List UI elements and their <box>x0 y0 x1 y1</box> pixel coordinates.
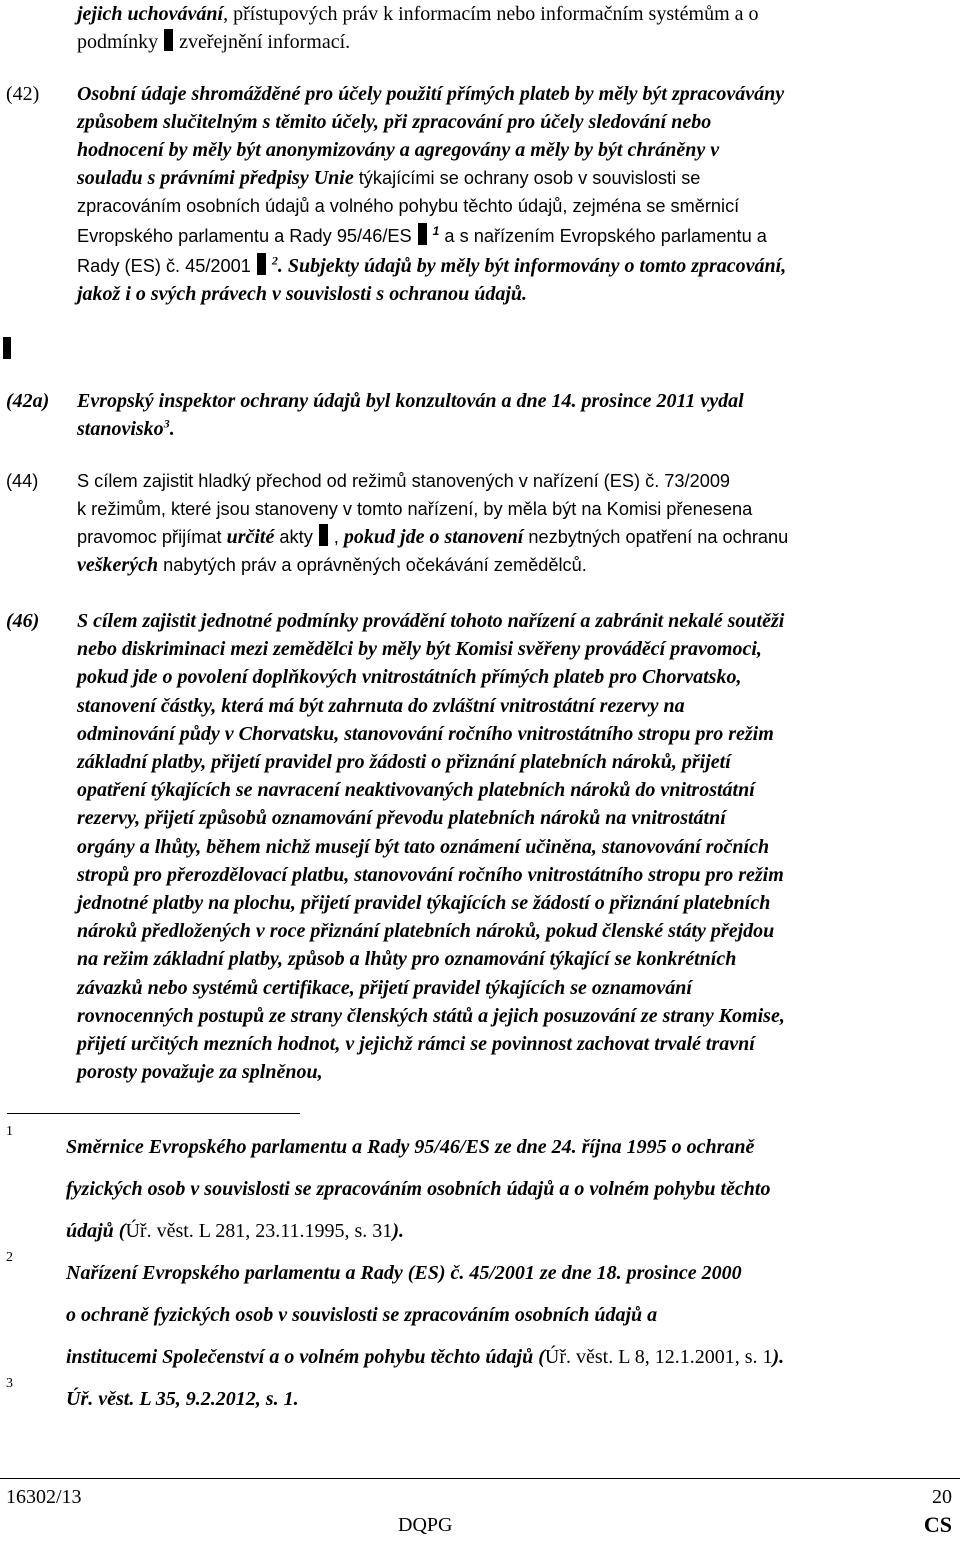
recital-line <box>77 387 957 415</box>
italic-bold-run: základní platby, přijetí pravidel pro žádosti o přiznání platebních nároků, přijetí <box>77 751 731 773</box>
recital-line <box>77 720 957 748</box>
recital-line <box>77 252 957 280</box>
plain-run: podmínky <box>77 31 159 53</box>
footnote-separator <box>7 1113 300 1114</box>
plain-run: akty <box>274 527 313 547</box>
recital-line <box>77 663 957 691</box>
plain-run: , <box>333 527 344 547</box>
italic-bold-run: souladu s právními předpisy Unie <box>77 167 354 189</box>
italic-bold-run: rovnocenných postupů ze strany členských států a jejich posuzování ze strany Komise, <box>77 1004 785 1027</box>
footer-separator <box>0 1478 960 1479</box>
recital-line <box>77 833 957 861</box>
language-code: CS <box>923 1512 952 1537</box>
footnote-number: 1 <box>6 1124 13 1139</box>
recital-line <box>77 495 957 523</box>
plain-run: Rady (ES) č. 45/2001 <box>77 256 251 276</box>
italic-bold-run: stropů pro přerozdělovací platbu, stanovování ročního vnitrostátního stropu pro režim <box>77 863 784 886</box>
deletion-marker-icon <box>3 337 11 359</box>
italic-bold-run: opatření týkajících se navracení neaktivovaných platebních nároků do vnitrostátní <box>77 779 755 802</box>
deletion-marker-icon <box>319 524 328 546</box>
recital-line <box>77 136 957 164</box>
recital-line <box>77 80 957 108</box>
plain-run: zveřejnění informací. <box>179 31 351 53</box>
italic-bold-run: na režim základní platby, způsob a lhůty pro oznamování týkající se konkrétních <box>77 948 737 971</box>
recital-line <box>77 635 957 663</box>
plain-run: Úř. věst. L 8, 12.1.2001, s. 1 <box>544 1346 773 1368</box>
plain-run: týkajícími se ochrany osob v souvislosti se <box>353 168 701 188</box>
footnote-ref-1[interactable]: 1 <box>432 223 440 238</box>
italic-bold-run: jakož i o svých právech v souvislosti s ochranou údajů. <box>77 283 528 305</box>
plain-run: nezbytných opatření na ochranu <box>523 527 789 547</box>
recital-line <box>77 692 957 720</box>
italic-bold-run: orgány a lhůty, během nichž musejí být tato oznámení učiněna, stanovování ročních <box>77 835 770 858</box>
recital-line <box>77 607 957 635</box>
department-code: DQPG <box>398 1514 453 1536</box>
recital-line <box>77 861 957 889</box>
italic-bold-run: institucemi Společenství a o volném pohybu těchto údajů ( <box>66 1346 545 1368</box>
recital-line <box>77 551 957 579</box>
deletion-marker-icon <box>257 253 266 275</box>
footnote-line <box>66 1126 956 1168</box>
italic-bold-run: závazků nebo systémů certifikace, přijetí pravidel týkajících se oznamování <box>77 976 692 999</box>
italic-bold-run: fyzických osob v souvislosti se zpracováním osobních údajů a o volném pohybu těchto <box>66 1178 771 1200</box>
italic-bold-run: Evropský inspektor ochrany údajů byl konzultován a dne 14. prosince 2011 vydal <box>77 390 744 412</box>
footnote-ref-3[interactable]: 3 <box>163 416 170 431</box>
footnote-line <box>66 1210 956 1252</box>
italic-bold-run: ). <box>392 1220 404 1242</box>
recital-number: (42) <box>6 83 40 105</box>
recital-line <box>77 945 957 973</box>
recital-line <box>77 748 957 776</box>
italic-bold-run: rezervy, přijetí způsobů oznamování převodu platebních nároků na vnitrostátní <box>77 807 726 830</box>
plain-run: zpracováním osobních údajů a volného pohybu těchto údajů, zejména se směrnicí <box>77 196 740 216</box>
recital-number: (44) <box>6 471 39 491</box>
footnote-number: 3 <box>6 1376 13 1391</box>
italic-bold-run: veškerých <box>77 554 159 576</box>
plain-run: . <box>277 255 288 277</box>
italic-bold-run: stanovení částky, která má být zahrnuta do zvláštní vnitrostátní rezervy na <box>77 694 685 717</box>
italic-bold-run: údajů ( <box>66 1220 126 1242</box>
footnote-line <box>66 1378 956 1420</box>
recital-number: (46) <box>6 610 40 632</box>
footnote-line <box>66 1252 956 1294</box>
italic-bold-run: S cílem zajistit jednotné podmínky provádění tohoto nařízení a zabránit nekalé soutěži <box>77 610 785 632</box>
italic-bold-run: Osobní údaje shromážděné pro účely použití přímých plateb by měly být zpracovávány <box>77 83 785 105</box>
recital-line <box>77 974 957 1002</box>
deletion-marker-icon <box>164 29 173 51</box>
footnote-line <box>66 1336 956 1378</box>
italic-bold-run: nebo diskriminaci mezi zemědělci by měly být Komisi svěřeny prováděcí pravomoci, <box>77 638 762 661</box>
recital-line <box>77 1058 957 1086</box>
recital-line <box>77 280 957 308</box>
italic-bold-run: ). <box>772 1346 785 1368</box>
plain-run: a s nařízením Evropského parlamentu a <box>439 226 767 246</box>
italic-bold-run: nároků předložených v roce přiznání platebních nároků, pokud členské státy přejdou <box>77 920 775 943</box>
italic-bold-run: jednotné platby na plochu, přijetí pravidel týkajících se žádostí o přiznání platebních <box>77 892 771 914</box>
italic-bold-run: Subjekty údajů by měly být informovány o tomto zpracování, <box>287 255 787 277</box>
recital-line <box>77 164 957 192</box>
italic-bold-run: Úř. věst. L 35, 9.2.2012, s. 1. <box>66 1388 299 1410</box>
italic-bold-run: o ochraně fyzických osob v souvislosti se zpracováním osobních údajů a <box>66 1304 658 1326</box>
footnote-line <box>66 1294 956 1336</box>
deletion-marker-icon <box>418 223 427 245</box>
recital-line <box>77 415 957 443</box>
plain-run: Úř. věst. L 281, 23.11.1995, s. 31 <box>125 1220 393 1242</box>
recital-line <box>77 222 957 250</box>
recital-line <box>77 108 957 136</box>
continuation-line-1 <box>77 0 957 28</box>
italic-bold-run: určité <box>226 526 275 548</box>
italic-bold-run: přijetí určitých mezních hodnot, v jejichž rámci se povinnost zachovat trvalé travní <box>77 1033 755 1055</box>
page-number: 20 <box>932 1486 952 1508</box>
italic-bold-run: odminování půdy v Chorvatsku, stanovování ročního vnitrostátního stropu pro režim <box>77 722 774 745</box>
recital-line <box>77 1002 957 1030</box>
document-number: 16302/13 <box>6 1486 82 1508</box>
italic-bold-run: . <box>169 418 175 440</box>
recital-line <box>77 523 957 551</box>
italic-bold-run: pokud jde o povolení doplňkových vnitrostátních přímých plateb pro Chorvatsko, <box>77 666 742 689</box>
italic-bold-run: způsobem slučitelným s těmito účely, při zpracování pro účely sledování nebo <box>77 111 712 133</box>
recital-line <box>77 467 957 495</box>
plain-run: nabytých práv a oprávněných očekávání zemědělců. <box>158 555 587 575</box>
recital-line <box>77 192 957 220</box>
plain-run: S cílem zajistit hladký přechod od režimů stanovených v nařízení (ES) č. 73/2009 <box>77 471 731 491</box>
plain-run: Evropského parlamentu a Rady 95/46/ES <box>77 226 412 246</box>
plain-run: k režimům, které jsou stanoveny v tomto nařízení, by měla být na Komisi přenesena <box>77 499 753 519</box>
italic-bold-run: jejich uchovávání <box>77 3 224 25</box>
italic-bold-run: Směrnice Evropského parlamentu a Rady 95/46/ES ze dne 24. října 1995 o ochraně <box>66 1136 755 1158</box>
plain-run: pravomoc přijímat <box>77 527 227 547</box>
footnote-ref-2[interactable]: 2 <box>271 253 278 268</box>
recital-line <box>77 889 957 917</box>
italic-bold-run: pokud jde o stanovení <box>343 526 524 548</box>
recital-line <box>77 1030 957 1058</box>
footnote-line <box>66 1168 956 1210</box>
footnote-number: 2 <box>6 1250 13 1265</box>
plain-run: , přístupových práv k informacím nebo informačním systémům a o <box>223 3 759 25</box>
italic-bold-run: hodnocení by měly být anonymizovány a agregovány a měly by být chráněny v <box>77 139 720 161</box>
recital-line <box>77 776 957 804</box>
recital-number: (42a) <box>6 390 50 412</box>
italic-bold-run: Nařízení Evropského parlamentu a Rady (ES) č. 45/2001 ze dne 18. prosince 2000 <box>66 1262 742 1284</box>
recital-line <box>77 804 957 832</box>
italic-bold-run: stanovisko <box>77 418 164 440</box>
italic-bold-run: porosty považuje za splněnou, <box>77 1061 323 1084</box>
continuation-line-2 <box>77 28 957 56</box>
recital-line <box>77 917 957 945</box>
